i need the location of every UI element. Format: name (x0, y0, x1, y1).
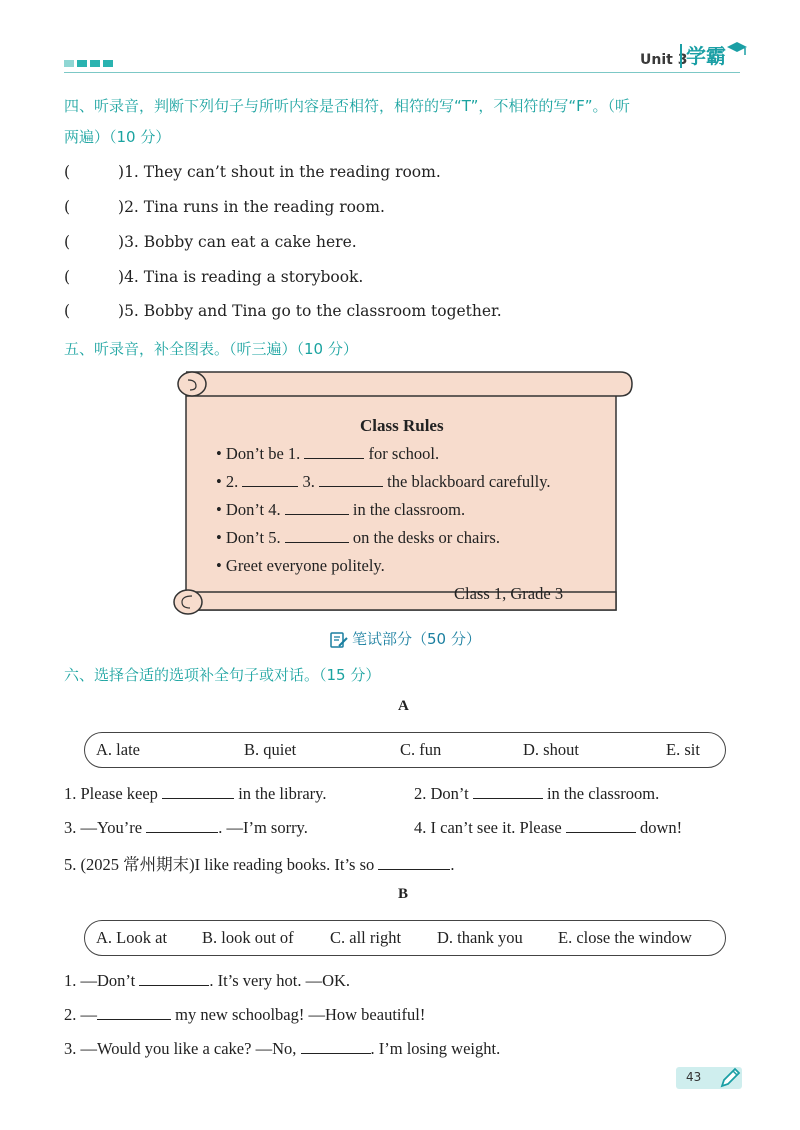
part-a-q4: 4. I can’t see it. Please down! (414, 818, 683, 837)
part-a-option: C. fun (400, 740, 442, 759)
rule-5: • Greet everyone politely. (216, 556, 385, 575)
section4-title: 四、听录音，判断下列句子与所听内容是否相符，相符的写“T”，不相符的写“F”。（听 (64, 97, 631, 115)
section5-title: 五、听录音，补全图表。（听三遍）（10 分） (64, 340, 358, 358)
rule-1: • Don’t be 1. for school. (216, 444, 440, 463)
part-a-q2: 2. Don’t in the classroom. (414, 784, 660, 803)
rule-3: • Don’t 4. in the classroom. (216, 500, 466, 519)
part-b-q1: 1. —Don’t . It’s very hot. —OK. (64, 971, 351, 990)
part-b-q3: 3. —Would you like a cake? —No, . I’m losing weight. (64, 1039, 501, 1058)
part-b-option: A. Look at (96, 928, 168, 947)
part-b-option: B. look out of (202, 928, 294, 947)
part-a-q1: 1. Please keep in the library. (64, 784, 327, 803)
part-a-option: B. quiet (244, 740, 297, 759)
written-part-header: 笔试部分（50 分） (330, 628, 481, 649)
tf-item-3: ( )3. Bobby can eat a cake here. (64, 233, 357, 251)
rule-4: • Don’t 5. on the desks or chairs. (216, 528, 500, 547)
scroll-frame (168, 366, 640, 622)
section6-title: 六、选择合适的选项补全句子或对话。（15 分） (64, 666, 381, 684)
graduation-cap-icon (726, 40, 748, 58)
part-a-option: D. shout (523, 740, 579, 759)
section4-title-cont: 两遍）（10 分） (64, 128, 171, 146)
part-b-option: C. all right (330, 928, 402, 947)
part-a-option: E. sit (666, 740, 700, 759)
header-rule (64, 72, 740, 73)
part-a-q5: 5. (2025 常州期末)I like reading books. It’s so . (64, 855, 455, 874)
brand-logo: 学霸 (680, 44, 726, 68)
part-a-option: A. late (96, 740, 140, 759)
class-rules-title: Class Rules (360, 416, 444, 435)
tf-item-1: ( )1. They can’t shout in the reading room. (64, 163, 441, 181)
tf-item-4: ( )4. Tina is reading a storybook. (64, 268, 364, 286)
part-a-label: A (398, 698, 409, 714)
part-b-option: E. close the window (558, 928, 692, 947)
header-decoration (64, 60, 113, 67)
part-a-q3: 3. —You’re . —I’m sorry. (64, 818, 308, 837)
class-signature: Class 1, Grade 3 (454, 584, 564, 603)
unit-label: Unit 3 (640, 52, 688, 68)
pencil-icon (718, 1066, 742, 1090)
page-number: 43 (686, 1070, 702, 1084)
tf-item-2: ( )2. Tina runs in the reading room. (64, 198, 385, 216)
tf-item-5: ( )5. Bobby and Tina go to the classroom together. (64, 302, 502, 320)
note-pencil-icon (330, 631, 348, 649)
part-b-label: B (398, 886, 409, 902)
rule-2: • 2. 3. the blackboard carefully. (216, 472, 551, 491)
part-b-q2: 2. — my new schoolbag! —How beautiful! (64, 1005, 426, 1024)
part-b-option: D. thank you (437, 928, 523, 947)
